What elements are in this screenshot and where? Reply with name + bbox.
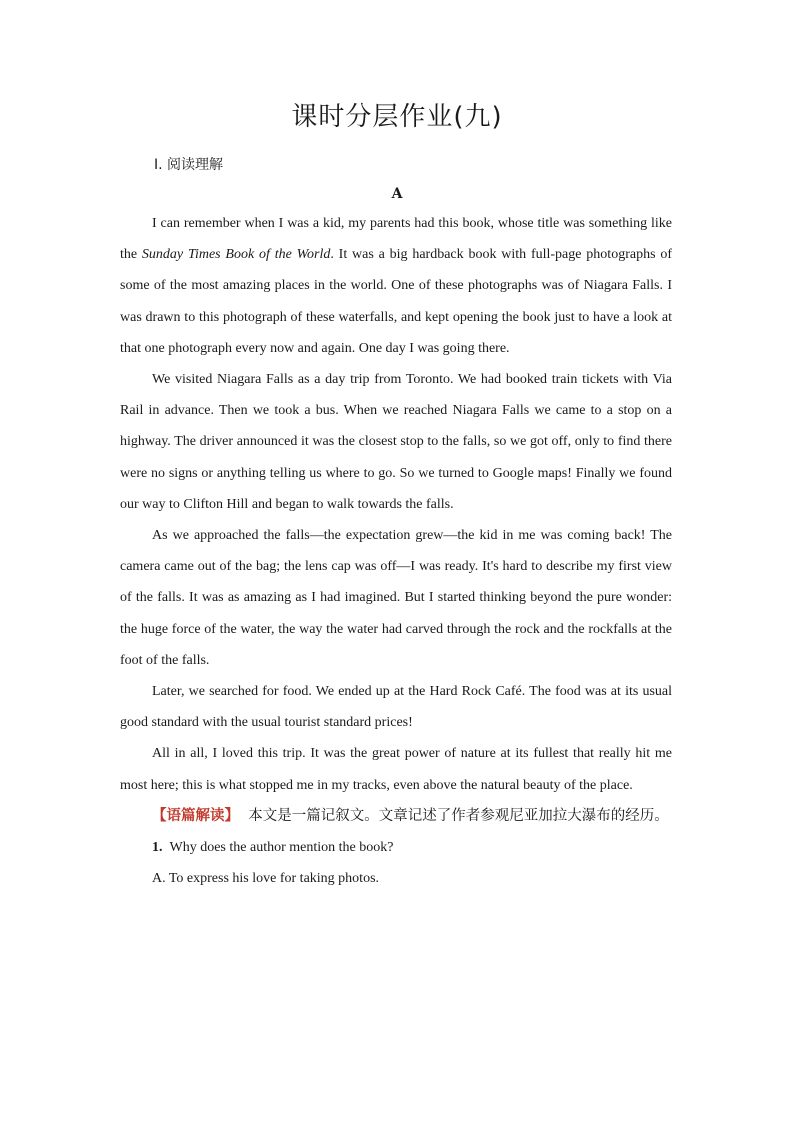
- paragraph-3: As we approached the falls—the expectation grew—the kid in me was coming back! The camera came out of the bag; the lens cap was off—I was ready. It's hard to describe my first view of the falls. It was as amazing as I had imagined. But I started thinking beyond the pure wonder: the huge force of the water, the way the water had carved through the rock and the rockfalls at the foot of the falls.: [120, 528, 672, 668]
- passage-label: A: [391, 186, 403, 202]
- question-number: 1.: [152, 840, 163, 856]
- paragraph-5: All in all, I loved this trip. It was the great power of nature at its fullest that really hit me most here; this is what stopped me in my tracks, even above the natural beauty of the place.: [120, 746, 672, 793]
- paragraph-1-text-end: . It was a big hardback book with full-page photographs of some of the most amazing places in the world. One of these photographs was of Niagara Falls. I was drawn to this photograph of these waterfalls, and kept opening the book just to have a look at that one photograph every now and again. One day I was going there.: [120, 247, 672, 356]
- option-a: A. To express his love for taking photos.: [152, 871, 380, 887]
- paragraph-1: [120, 208, 672, 364]
- passage-body: [120, 208, 672, 894]
- book-title: Sunday Times Book of the World: [141, 247, 331, 263]
- paragraph-4: Later, we searched for food. We ended up at the Hard Rock Café. The food was at its usual good standard with the usual tourist standard prices!: [120, 684, 672, 731]
- analysis-tag: 【语篇解读】: [152, 807, 239, 824]
- question-text: Why does the author mention the book?: [169, 840, 394, 856]
- section-heading: Ⅰ. 阅读理解: [154, 157, 224, 173]
- question-1: [120, 832, 672, 863]
- paragraph-1-text-start: I can remember when I was a kid, my parents had this book, whose title was something like the: [120, 216, 672, 263]
- page-title: 课时分层作业(九): [291, 102, 503, 132]
- paragraph-2: We visited Niagara Falls as a day trip from Toronto. We had booked train tickets with Via Rail in advance. Then we took a bus. When we reached Niagara Falls we came to a stop on a highway. The driver announced it was the closest stop to the falls, so we got off, only to find there were no signs or anything telling us where to go. So we turned to Google maps! Finally we found our way to Clifton Hill and began to walk towards the falls.: [120, 372, 672, 512]
- passage-analysis: [120, 801, 672, 832]
- analysis-text: 本文是一篇记叙文。文章记述了作者参观尼亚加拉大瀑布的经历。: [248, 807, 669, 824]
